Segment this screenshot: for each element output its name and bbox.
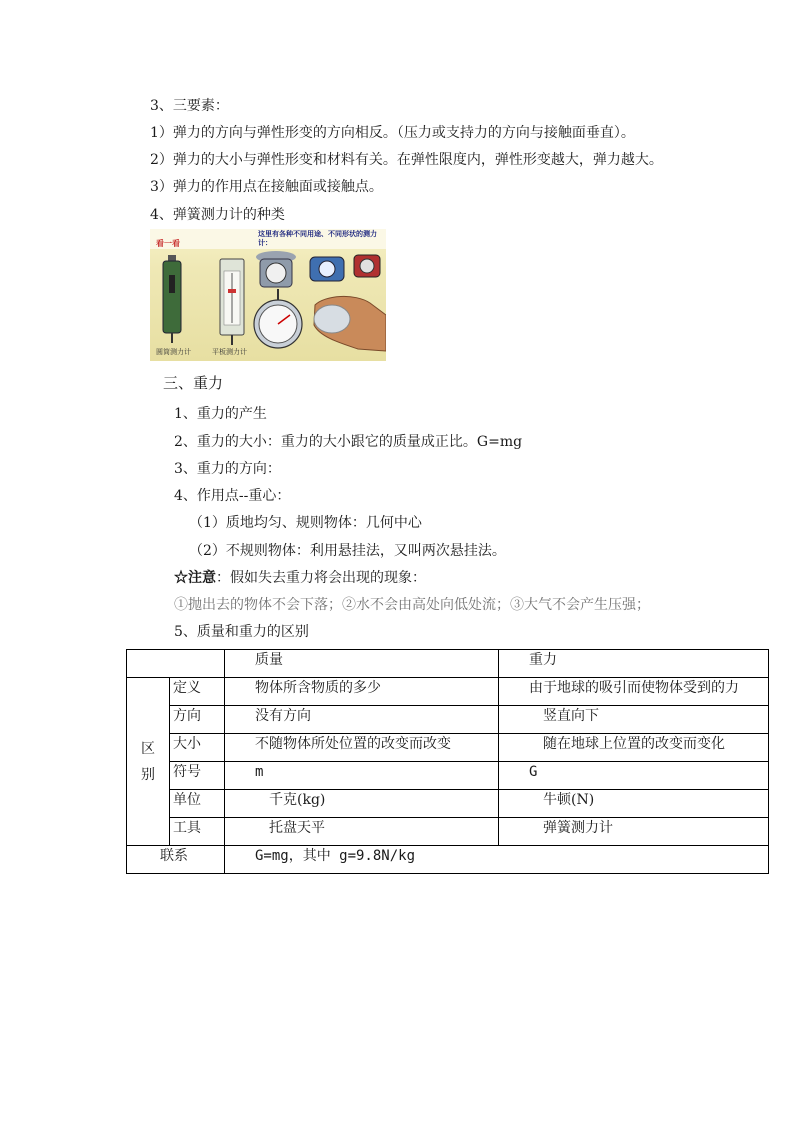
section-heading-gravity: 三、重力 bbox=[163, 374, 224, 392]
aspect-cell: 定义 bbox=[170, 678, 225, 706]
item-irregular-object: （2）不规则物体：利用悬挂法，又叫两次悬挂法。 bbox=[189, 543, 506, 559]
table-row bbox=[127, 790, 769, 818]
diff-label: 区别 bbox=[141, 740, 155, 783]
aspect-cell: 工具 bbox=[170, 818, 225, 846]
gravity-cell: 弹簧测力计 bbox=[499, 818, 769, 846]
gravity-cell: 竖直向下 bbox=[499, 706, 769, 734]
aspect-cell: 符号 bbox=[170, 762, 225, 790]
caption-flat-scale: 平板测力计 bbox=[212, 348, 247, 356]
item-gravity-magnitude: 2、重力的大小：重力的大小跟它的质量成正比。G=mg bbox=[174, 434, 523, 450]
table-row-relation bbox=[127, 846, 769, 874]
item-force-magnitude: 2）弹力的大小与弹性形变和材料有关。在弹性限度内，弹性形变越大，弹力越大。 bbox=[150, 152, 663, 168]
mass-cell: 没有方向 bbox=[225, 706, 499, 734]
note-text: ：假如失去重力将会出现的现象： bbox=[216, 570, 426, 586]
header-mass: 质量 bbox=[225, 650, 499, 678]
diff-label-cell bbox=[127, 678, 170, 846]
item-center-of-gravity: 4、作用点--重心： bbox=[174, 488, 291, 504]
aspect-cell: 单位 bbox=[170, 790, 225, 818]
gravity-cell: 随在地球上位置的改变而变化 bbox=[499, 734, 769, 762]
table-row bbox=[127, 734, 769, 762]
photo-label-title: 这里有各种不同用途、不同形状的测力计： bbox=[258, 230, 377, 247]
table-row bbox=[127, 762, 769, 790]
note-line bbox=[174, 568, 426, 588]
item-mass-vs-gravity: 5、质量和重力的区别 bbox=[174, 624, 309, 640]
gravity-cell: 牛顿(N) bbox=[499, 790, 769, 818]
spring-scales-illustration bbox=[150, 229, 386, 361]
item-regular-object: （1）质地均匀、规则物体：几何中心 bbox=[189, 515, 422, 531]
aspect-cell: 方向 bbox=[170, 706, 225, 734]
photo-label-look: 看一看 bbox=[156, 239, 180, 248]
item-force-direction: 1）弹力的方向与弹性形变的方向相反。（压力或支持力的方向与接触面垂直）。 bbox=[150, 125, 635, 141]
table-row bbox=[127, 706, 769, 734]
item-three-elements: 3、三要素： bbox=[150, 98, 229, 114]
mass-cell: m bbox=[225, 762, 499, 790]
aspect-cell: 大小 bbox=[170, 734, 225, 762]
gravity-cell: 由于地球的吸引而使物体受到的力 bbox=[499, 678, 769, 706]
relation-text: G=mg，其中 g=9.8N/kg bbox=[225, 846, 769, 874]
mass-cell: 千克(kg) bbox=[225, 790, 499, 818]
table-row bbox=[127, 678, 769, 706]
table-header-row bbox=[127, 650, 769, 678]
item-gravity-direction: 3、重力的方向： bbox=[174, 461, 281, 477]
header-gravity: 重力 bbox=[499, 650, 769, 678]
caption-cylinder-scale: 圆筒测力计 bbox=[156, 348, 191, 356]
mass-cell: 不随物体所处位置的改变而改变 bbox=[225, 734, 499, 762]
header-empty-cell bbox=[127, 650, 225, 678]
mass-cell: 托盘天平 bbox=[225, 818, 499, 846]
item-spring-scale-types: 4、弹簧测力计的种类 bbox=[150, 207, 285, 223]
note-label: ☆注意 bbox=[174, 570, 216, 586]
mass-gravity-table bbox=[126, 649, 769, 874]
phenomena-list: ①抛出去的物体不会下落；②水不会由高处向低处流；③大气不会产生压强； bbox=[174, 597, 650, 613]
item-gravity-origin: 1、重力的产生 bbox=[174, 406, 267, 422]
spring-scales-photo bbox=[150, 229, 386, 361]
item-force-point: 3）弹力的作用点在接触面或接触点。 bbox=[150, 179, 383, 195]
relation-label: 联系 bbox=[127, 846, 225, 874]
gravity-cell: G bbox=[499, 762, 769, 790]
table-row bbox=[127, 818, 769, 846]
mass-cell: 物体所含物质的多少 bbox=[225, 678, 499, 706]
